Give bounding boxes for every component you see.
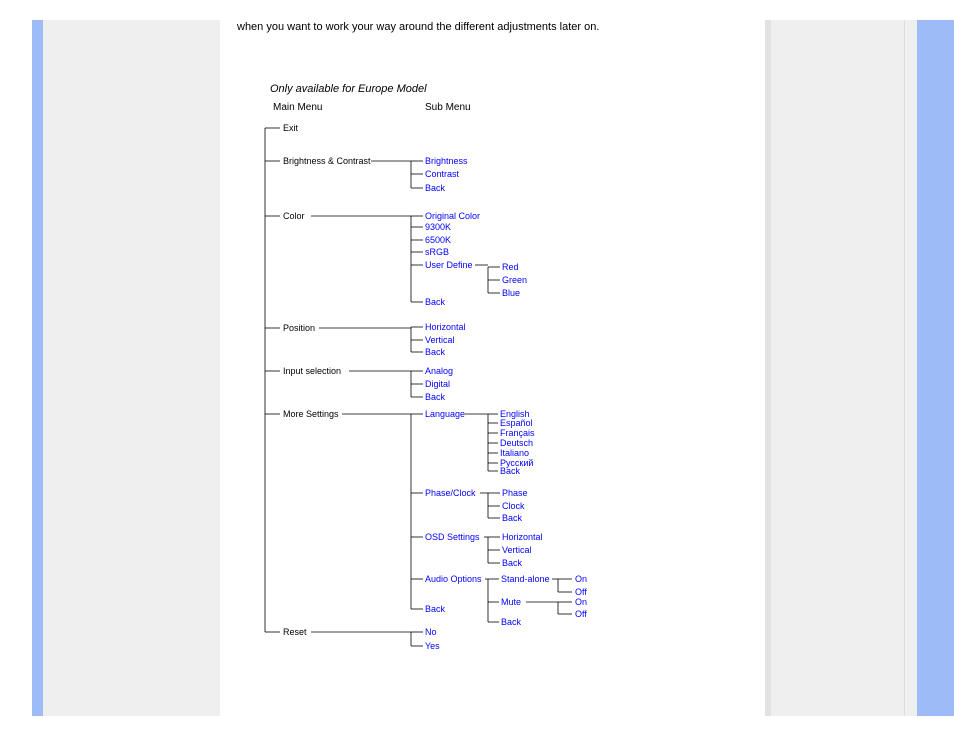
language-back: Back xyxy=(500,466,521,476)
language-русский: Русский xyxy=(500,458,534,468)
language-deutsch: Deutsch xyxy=(500,438,534,448)
position-sub-vertical: Vertical xyxy=(425,335,455,345)
brightness-sub-brightness: Brightness xyxy=(425,156,468,166)
main-item-brightness-contrast: Brightness & Contrast xyxy=(283,156,371,166)
more-sub-back: Back xyxy=(425,604,446,614)
color-sub-6500k: 6500K xyxy=(425,235,452,245)
more-sub-language: Language xyxy=(425,409,466,419)
position-sub-back: Back xyxy=(425,347,446,357)
phaseclock-sub-clock: Clock xyxy=(502,501,525,511)
input-sub-back: Back xyxy=(425,392,446,402)
audio-back: Back xyxy=(501,617,522,627)
header-main-menu: Main Menu xyxy=(273,102,323,113)
input-sub-digital: Digital xyxy=(425,379,451,389)
mute-on: On xyxy=(575,597,588,607)
mute-off: Off xyxy=(575,609,587,619)
more-sub-phase-clock: Phase/Clock xyxy=(425,488,476,498)
diagram-caption: Only available for Europe Model xyxy=(270,83,427,95)
color-sub-back: Back xyxy=(425,297,446,307)
main-item-exit: Exit xyxy=(283,123,299,133)
phaseclock-sub-back: Back xyxy=(502,513,523,523)
language-english: English xyxy=(500,409,530,419)
color-sub-srgb: sRGB xyxy=(425,247,450,257)
brightness-sub-back: Back xyxy=(425,183,446,193)
color-sub-user-define: User Define xyxy=(425,260,473,270)
more-sub-audio-options: Audio Options xyxy=(425,574,482,584)
header-sub-menu: Sub Menu xyxy=(425,102,471,113)
main-item-position: Position xyxy=(283,323,316,333)
input-sub-analog: Analog xyxy=(425,366,454,376)
audio-mute: Mute xyxy=(501,597,522,607)
more-sub-osd-settings: OSD Settings xyxy=(425,532,480,542)
osd-sub-horizontal: Horizontal xyxy=(502,532,543,542)
user-define-sub-red: Red xyxy=(502,262,519,272)
position-sub-horizontal: Horizontal xyxy=(425,322,466,332)
user-define-sub-blue: Blue xyxy=(502,288,521,298)
standalone-on: On xyxy=(575,574,588,584)
user-define-sub-green: Green xyxy=(502,275,528,285)
osd-sub-back: Back xyxy=(502,558,523,568)
main-item-color: Color xyxy=(283,211,305,221)
intro-text: when you want to work your way around the different adjustments later on. xyxy=(237,21,600,33)
brightness-sub-contrast: Contrast xyxy=(425,169,460,179)
language-espa-ol: Español xyxy=(500,418,533,428)
main-item-input-selection: Input selection xyxy=(283,366,342,376)
color-sub-original-color: Original Color xyxy=(425,211,481,221)
phaseclock-sub-phase: Phase xyxy=(502,488,528,498)
main-item-reset: Reset xyxy=(283,627,307,637)
language-fran-ais: Français xyxy=(500,428,535,438)
language-italiano: Italiano xyxy=(500,448,530,458)
main-item-more-settings: More Settings xyxy=(283,409,339,419)
osd-sub-vertical: Vertical xyxy=(502,545,532,555)
reset-sub-yes: Yes xyxy=(425,641,440,651)
reset-sub-no: No xyxy=(425,627,437,637)
color-sub-9300k: 9300K xyxy=(425,222,452,232)
audio-stand-alone: Stand-alone xyxy=(501,574,550,584)
standalone-off: Off xyxy=(575,587,587,597)
